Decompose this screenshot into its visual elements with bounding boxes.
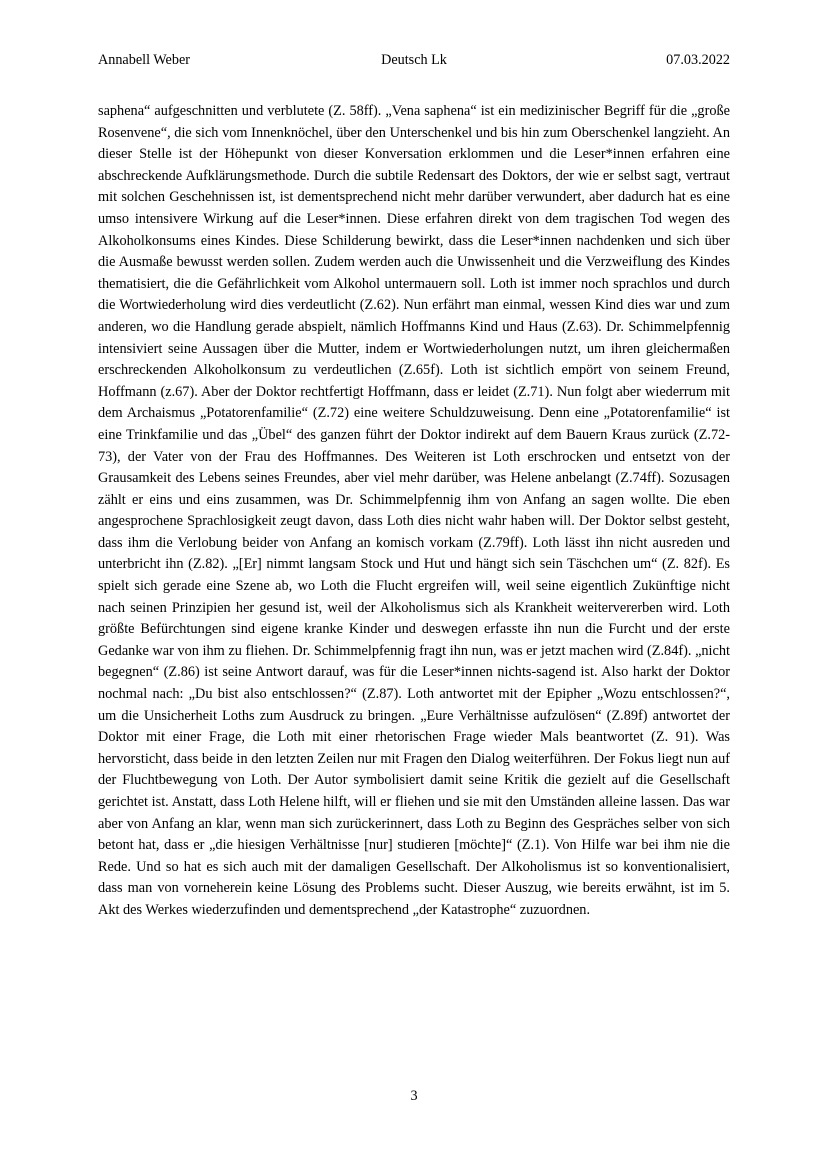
- header-course: Deutsch Lk: [381, 52, 447, 68]
- body-paragraph: saphena“ aufgeschnitten und verblutete (Z. 58ff). „Vena saphena“ ist ein medizinischer Begriff für die „große Rosenvene“, die sich vom Innenknöchel, über den Unterschenkel und bis hin zum Oberschenkel langzieht. An dieser Stelle ist der Höhepunkt von dieser Konversation erklommen und die Leser*innen erfahren eine abschreckende Aufklärungsmethode. Durch die subtile Redensart des Doktors, der wie er selbst sagt, vertraut mit solchen Geschehnissen ist, ist dementsprechend nicht mehr darüber verwundert, aber dadurch hat es eine umso intensivere Wirkung auf die Leser*innen. Diese erfahren direkt von dem tragischen Tod wegen des Alkoholkonsums eines Kindes. Diese Schilderung bewirkt, dass die Leser*innen nachdenken und sich über die Ausmaße bewusst werden sollen. Zudem werden auch die Unwissenheit und die Verzweiflung des Kindes thematisiert, die die Gefährlichkeit vom Alkohol untermauern soll. Loth ist immer noch sprachlos und durch die Wortwiederholung wird dies verdeutlicht (Z.62). Nun erfährt man einmal, wessen Kind dies war und zum anderen, wo die Handlung gerade abspielt, nämlich Hoffmanns Kind und Haus (Z.63). Dr. Schimmelpfennig intensiviert seine Aussagen über die Mutter, indem er Wortwiederholungen nutzt, um ihren gleichermaßen erschreckenden Alkoholkonsum zu verdeutlichen (Z.65f). Loth ist sichtlich empört von seinem Freund, Hoffmann (z.67). Aber der Doktor rechtfertigt Hoffmann, dass er leidet (Z.71). Nun folgt aber wiederrum mit dem Archaismus „Potatorenfamilie“ (Z.72) eine weitere Schuldzuweisung. Denn eine „Potatorenfamilie“ ist eine Trinkfamilie und das „Übel“ des ganzen führt der Doktor indirekt auf dem Bauern Kraus zurück (Z.72-73), der Vater von der Frau des Hoffmannes. Des Weiteren ist Loth erschrocken und entsetzt von der Grausamkeit des Lebens seines Freundes, aber viel mehr darüber, was Helene anbelangt (Z.74ff). Sozusagen zählt er eins und eins zusammen, was Dr. Schimmelpfennig ihm von Anfang an sagen wollte. Die eben angesprochene Sprachlosigkeit zeugt davon, dass Loth dies nicht wahr haben will. Der Doktor selbst gesteht, dass ihm die Verlobung beider von Anfang an komisch vorkam (Z.79ff). Loth lässt ihn nicht ausreden und unterbricht ihn (Z.82). „[Er] nimmt langsam Stock und Hut und hängt sich sein Täschchen um“ (Z. 82f). Es spielt sich gerade eine Szene ab, wo Loth die Flucht ergreifen will, weil seine eigentlich Zukünftige nicht nach seinen Prinzipien her gesund ist, weil der Alkoholismus sich als Krankheit weitervererben wird. Loth größte Befürchtungen sind eigene kranke Kinder und deswegen erfasste ihn nun die Furcht und der erste Gedanke war von ihm zu fliehen. Dr. Schimmelpfennig fragt ihn nun, was er jetzt machen wird (Z.84f). „nicht begegnen“ (Z.86) ist seine Antwort darauf, was für die Leser*innen nichts-sagend ist. Also harkt der Doktor nochmal nach: „Du bist also entschlossen?“ (Z.87). Loth antwortet mit der Epipher „Wozu entschlossen?“, um die Unsicherheit Loths zum Ausdruck zu bringen. „Eure Verhältnisse aufzulösen“ (Z.89f) antwortet der Doktor mit einer Frage, die Loth mit einer rhetorischen Frage wieder Mals beantwortet (Z. 91). Was hervorsticht, dass beide in den letzten Zeilen nur mit Fragen den Dialog weiterführen. Der Fokus liegt nun auf der Fluchtbewegung von Loth. Der Autor symbolisiert damit seine Kritik die gezielt auf die Gesellschaft gerichtet ist. Anstatt, dass Loth Helene hilft, will er fliehen und sie mit den Umständen alleine lassen. Das war aber von Anfang an klar, wenn man sich zurückerinnert, dass Loth zu Beginn des Gespräches selber von sich betont hat, dass er „die hiesigen Verhältnisse [nur] studieren [möchte]“ (Z.1). Von Hilfe war bei ihm nie die Rede. Und so hat es sich auch mit der damaligen Gesellschaft. Der Alkoholismus ist so konventionalisiert, dass man von vorneherein keine Lösung des Problems sucht. Dieser Auszug, wie bereits erwähnt, ist im 5. Akt des Werkes wiederzufinden und dementsprechend „der Katastrophe“ zuzuordnen.: [98, 103, 730, 918]
- page-number: 3: [410, 1088, 418, 1104]
- header-author: Annabell Weber: [98, 52, 190, 68]
- header-date: 07.03.2022: [666, 52, 730, 68]
- page-header: [98, 50, 730, 70]
